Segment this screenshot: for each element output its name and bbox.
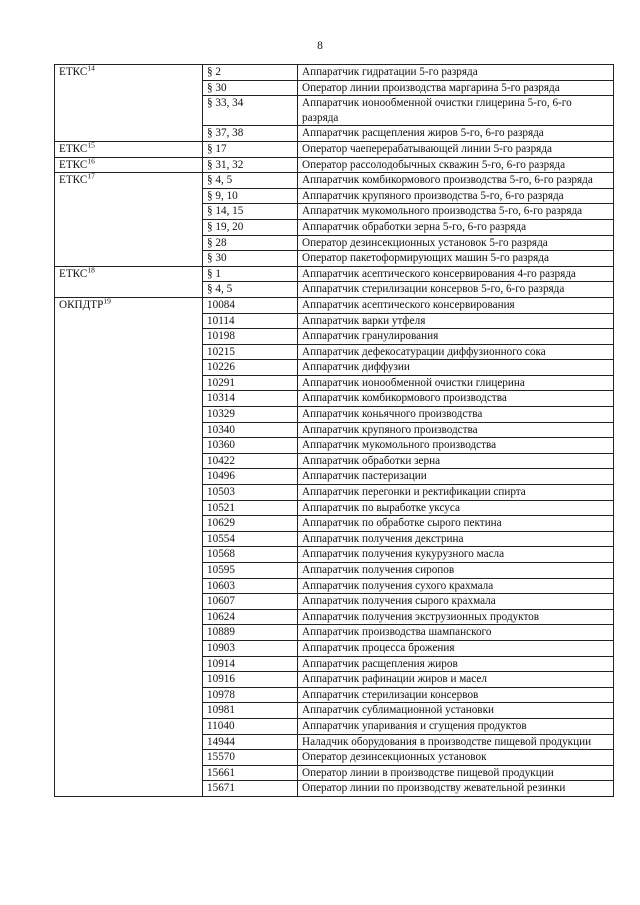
code-cell: § 17 (203, 141, 298, 157)
code-cell: § 1 (203, 266, 298, 282)
name-cell: Оператор линии по производству жевательной резинки (298, 781, 614, 797)
code-cell: § 33, 34 (203, 96, 298, 126)
name-cell: Аппаратчик диффузии (298, 360, 614, 376)
footnote-ref: 17 (87, 171, 95, 181)
footnote-ref: 19 (103, 296, 111, 306)
code-cell: 10568 (203, 547, 298, 563)
code-cell: 10981 (203, 703, 298, 719)
name-cell: Аппаратчик крупяного производства (298, 422, 614, 438)
code-cell: 10916 (203, 672, 298, 688)
classifier-name: ЕТКС (59, 158, 88, 171)
name-cell: Аппаратчик комбикормового производства 5-го, 6-го разряда (298, 173, 614, 189)
code-cell: 10629 (203, 516, 298, 532)
classifier-cell (55, 65, 203, 142)
name-cell: Аппаратчик по выработке уксуса (298, 500, 614, 516)
code-cell: 10554 (203, 531, 298, 547)
name-cell: Аппаратчик коньячного производства (298, 407, 614, 423)
classifier-name: ЕТКС (59, 174, 88, 187)
classifier-cell (55, 157, 203, 173)
name-cell: Аппаратчик варки утфеля (298, 313, 614, 329)
code-cell: § 2 (203, 65, 298, 81)
name-cell: Оператор дезинсекционных установок (298, 750, 614, 766)
name-cell: Оператор дезинсекционных установок 5-го разряда (298, 235, 614, 251)
name-cell: Аппаратчик перегонки и ректификации спирта (298, 485, 614, 501)
code-cell: § 19, 20 (203, 219, 298, 235)
code-cell: 10422 (203, 453, 298, 469)
name-cell: Аппаратчик гранулирования (298, 329, 614, 345)
name-cell: Аппаратчик процесса брожения (298, 640, 614, 656)
code-cell: 10340 (203, 422, 298, 438)
name-cell: Аппаратчик получения сиропов (298, 563, 614, 579)
code-cell: 10496 (203, 469, 298, 485)
classifier-name: ЕТКС (59, 66, 88, 78)
name-cell: Аппаратчик ионообменной очистки глицерина (298, 375, 614, 391)
classifier-name: ОКПДТР (59, 298, 104, 311)
classifier-cell (55, 141, 203, 157)
name-cell: Оператор пакетоформирующих машин 5-го разряда (298, 251, 614, 267)
name-cell: Аппаратчик расщепления жиров 5-го, 6-го разряда (298, 126, 614, 142)
table-row (55, 173, 614, 189)
name-cell: Оператор линии производства маргарина 5-го разряда (298, 80, 614, 96)
code-cell: 10889 (203, 625, 298, 641)
table-row (55, 297, 614, 313)
classifier-cell (55, 297, 203, 796)
code-cell: § 31, 32 (203, 157, 298, 173)
code-cell: 10215 (203, 344, 298, 360)
code-cell: 10329 (203, 407, 298, 423)
code-cell: 10114 (203, 313, 298, 329)
table-row (55, 266, 614, 282)
name-cell: Аппаратчик крупяного производства 5-го, 6-го разряда (298, 188, 614, 204)
name-cell: Аппаратчик рафинации жиров и масел (298, 672, 614, 688)
code-cell: 14944 (203, 734, 298, 750)
page-number: 8 (317, 40, 323, 52)
name-cell: Аппаратчик расщепления жиров (298, 656, 614, 672)
name-cell: Аппаратчик стерилизации консервов 5-го, 6-го разряда (298, 282, 614, 298)
name-cell: Аппаратчик дефекосатурации диффузионного сока (298, 344, 614, 360)
code-cell: 10360 (203, 438, 298, 454)
name-cell: Аппаратчик мукомольного производства (298, 438, 614, 454)
name-cell: Аппаратчик асептического консервирования 4-го разряда (298, 266, 614, 282)
name-cell: Аппаратчик упаривания и сгущения продуктов (298, 718, 614, 734)
name-cell: Аппаратчик стерилизации консервов (298, 687, 614, 703)
name-cell: Аппаратчик асептического консервирования (298, 297, 614, 313)
code-cell: 10198 (203, 329, 298, 345)
code-cell: § 30 (203, 251, 298, 267)
code-cell: 10503 (203, 485, 298, 501)
code-cell: 10978 (203, 687, 298, 703)
code-cell: 10226 (203, 360, 298, 376)
footnote-ref: 14 (87, 63, 95, 73)
name-cell: Наладчик оборудования в производстве пищевой продукции (298, 734, 614, 750)
code-cell: 11040 (203, 718, 298, 734)
classifier-cell (55, 173, 203, 267)
code-cell: 10595 (203, 563, 298, 579)
name-cell: Аппаратчик по обработке сырого пектина (298, 516, 614, 532)
name-cell: Аппаратчик обработки зерна 5-го, 6-го разряда (298, 219, 614, 235)
name-cell: Аппаратчик получения сырого крахмала (298, 594, 614, 610)
code-cell: § 4, 5 (203, 173, 298, 189)
code-cell: 10603 (203, 578, 298, 594)
name-cell: Аппаратчик ионообменной очистки глицерина 5-го, 6-го разряда (298, 96, 614, 126)
name-cell: Аппаратчик мукомольного производства 5-го, 6-го разряда (298, 204, 614, 220)
name-cell: Аппаратчик пастеризации (298, 469, 614, 485)
name-cell: Аппаратчик получения декстрина (298, 531, 614, 547)
code-cell: 10314 (203, 391, 298, 407)
code-cell: § 28 (203, 235, 298, 251)
code-cell: 10624 (203, 609, 298, 625)
code-cell: 15570 (203, 750, 298, 766)
code-cell: § 37, 38 (203, 126, 298, 142)
table-row (55, 65, 614, 81)
code-cell: § 30 (203, 80, 298, 96)
code-cell: 10291 (203, 375, 298, 391)
name-cell: Аппаратчик получения экструзионных продуктов (298, 609, 614, 625)
table-row (55, 157, 614, 173)
footnote-ref: 18 (87, 264, 95, 274)
classifier-cell (55, 266, 203, 297)
name-cell: Аппаратчик обработки зерна (298, 453, 614, 469)
name-cell: Оператор рассолодобычных скважин 5-го, 6-го разряда (298, 157, 614, 173)
code-cell: 15671 (203, 781, 298, 797)
footnote-ref: 15 (87, 140, 95, 150)
name-cell: Оператор чаеперерабатывающей линии 5-го разряда (298, 141, 614, 157)
footnote-ref: 16 (87, 155, 95, 165)
name-cell: Аппаратчик комбикормового производства (298, 391, 614, 407)
name-cell: Аппаратчик гидратации 5-го разряда (298, 65, 614, 81)
name-cell: Оператор линии в производстве пищевой продукции (298, 765, 614, 781)
code-cell: 10903 (203, 640, 298, 656)
code-cell: 10914 (203, 656, 298, 672)
name-cell: Аппаратчик получения сухого крахмала (298, 578, 614, 594)
code-cell: § 4, 5 (203, 282, 298, 298)
name-cell: Аппаратчик сублимационной установки (298, 703, 614, 719)
table-row (55, 141, 614, 157)
name-cell: Аппаратчик получения кукурузного масла (298, 547, 614, 563)
classifier-name: ЕТКС (59, 142, 88, 155)
code-cell: § 9, 10 (203, 188, 298, 204)
classifier-table (54, 64, 614, 797)
name-cell: Аппаратчик производства шампанского (298, 625, 614, 641)
code-cell: 10607 (203, 594, 298, 610)
code-cell: § 14, 15 (203, 204, 298, 220)
code-cell: 10084 (203, 297, 298, 313)
code-cell: 15661 (203, 765, 298, 781)
classifier-name: ЕТКС (59, 267, 88, 280)
code-cell: 10521 (203, 500, 298, 516)
